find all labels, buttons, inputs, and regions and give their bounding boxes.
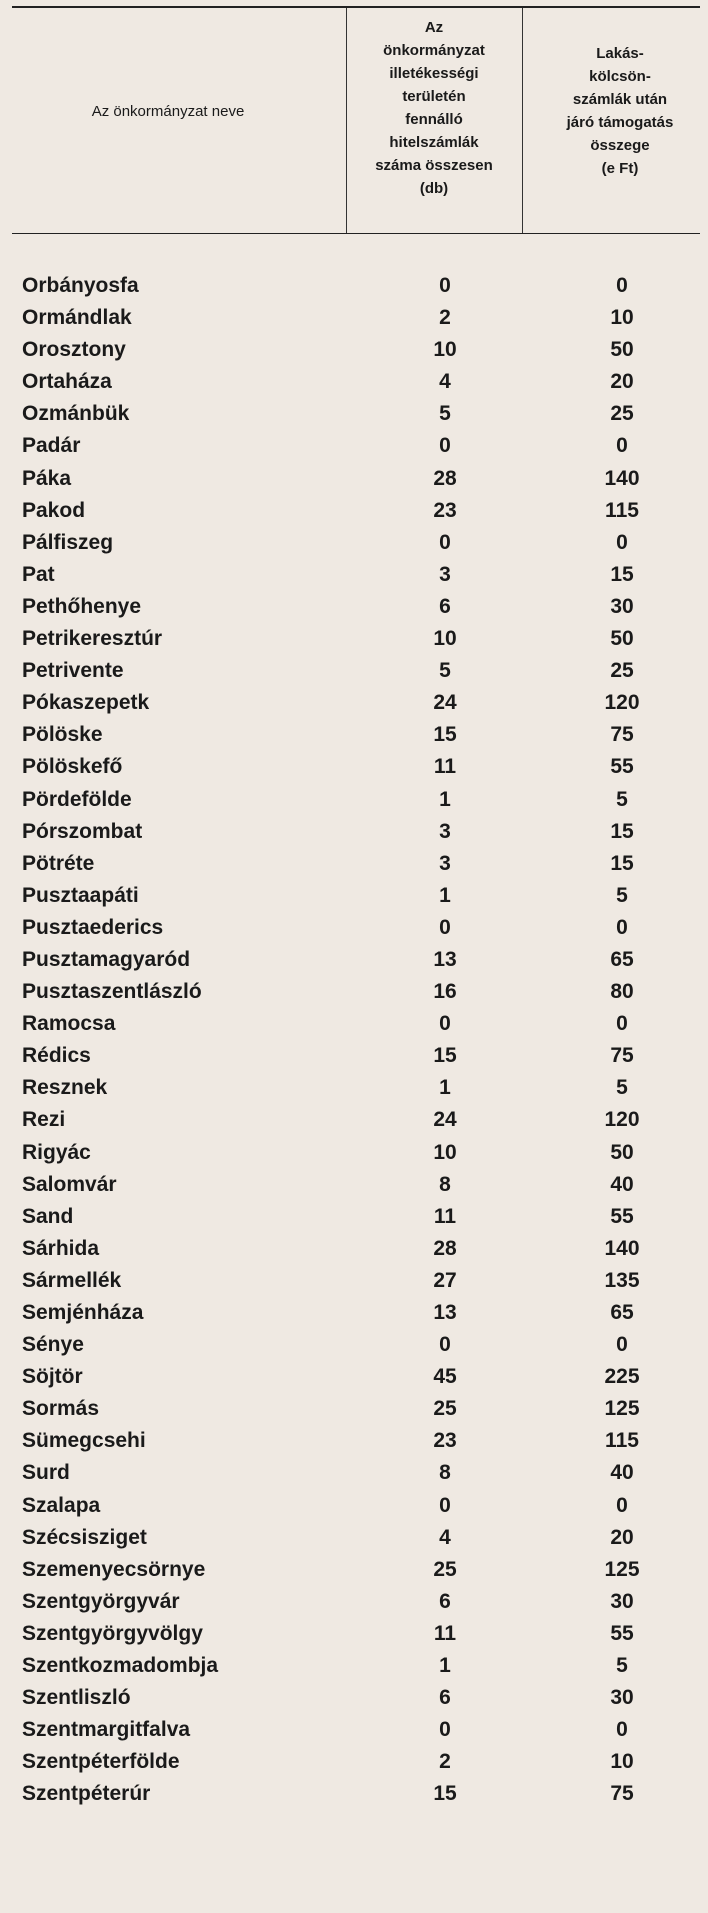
table-row — [0, 1650, 708, 1682]
table-row — [0, 848, 708, 880]
table-row — [0, 1778, 708, 1810]
support-amount: 30 — [610, 594, 634, 618]
municipality-name: Pusztaapáti — [22, 883, 139, 907]
account-count: 10 — [433, 338, 457, 362]
municipality-name: Pölöskefő — [22, 755, 123, 779]
municipality-name: Rédics — [22, 1044, 91, 1068]
municipality-name: Szentliszló — [22, 1686, 131, 1710]
municipality-name: Semjénháza — [22, 1301, 144, 1324]
municipality-name: Orosztony — [22, 338, 126, 362]
header-rule — [12, 233, 700, 234]
column-divider — [346, 8, 347, 233]
table-row — [0, 944, 708, 976]
municipality-name: Szentgyörgyvár — [22, 1589, 180, 1613]
account-count: 0 — [439, 1718, 451, 1742]
municipality-name: Pethőhenye — [22, 594, 142, 618]
table-row — [0, 751, 708, 783]
municipality-name: Padár — [22, 434, 81, 458]
table-row — [0, 1393, 708, 1425]
municipality-name: Rezi — [22, 1108, 66, 1132]
table-row — [0, 1201, 708, 1233]
municipality-name: Szécsisziget — [22, 1525, 147, 1549]
table-row — [0, 880, 708, 912]
account-count: 24 — [433, 1108, 457, 1132]
support-amount: 30 — [610, 1686, 634, 1710]
support-amount: 15 — [610, 851, 634, 875]
header-municipality-name: Az önkormányzat neve — [91, 103, 245, 120]
table-row — [0, 1008, 708, 1040]
header-line: számlák után — [572, 91, 668, 108]
table-row — [0, 1746, 708, 1778]
support-amount: 55 — [610, 1621, 634, 1645]
municipality-name: Rigyác — [22, 1140, 91, 1164]
support-amount: 30 — [610, 1589, 634, 1613]
table-row — [0, 1490, 708, 1522]
municipality-name: Pötréte — [22, 851, 95, 875]
account-count: 8 — [439, 1461, 451, 1485]
table-row — [0, 302, 708, 334]
table-row — [0, 495, 708, 527]
municipality-name: Pusztaederics — [22, 915, 164, 939]
table-row — [0, 1233, 708, 1265]
header-line: fennálló — [405, 111, 463, 128]
table-row — [0, 976, 708, 1008]
municipality-name: Pat — [22, 562, 55, 586]
table-row — [0, 591, 708, 623]
account-count: 27 — [433, 1268, 457, 1292]
account-count: 0 — [439, 530, 451, 554]
table-row — [0, 1265, 708, 1297]
support-amount: 40 — [610, 1461, 634, 1485]
account-count: 25 — [433, 1397, 457, 1421]
table-row — [0, 687, 708, 719]
municipality-name: Surd — [22, 1461, 70, 1485]
account-count: 0 — [439, 434, 451, 458]
account-count: 0 — [439, 1333, 451, 1357]
table-row — [0, 527, 708, 559]
account-count: 15 — [433, 1782, 457, 1806]
table-row — [0, 1297, 708, 1329]
header-line: hitelszámlák — [389, 134, 479, 151]
support-amount: 5 — [616, 1654, 628, 1678]
municipality-name: Söjtör — [22, 1365, 83, 1389]
header-line: járó támogatás — [566, 114, 674, 131]
account-count: 4 — [439, 1525, 451, 1549]
support-amount: 140 — [604, 1236, 640, 1260]
table-row — [0, 1072, 708, 1104]
header-line: (e Ft) — [601, 160, 639, 177]
account-count: 11 — [433, 1204, 457, 1228]
support-amount: 65 — [610, 1301, 634, 1324]
support-amount: 120 — [604, 691, 640, 715]
support-amount: 80 — [610, 980, 634, 1004]
support-amount: 25 — [610, 659, 634, 683]
municipality-name: Salomvár — [22, 1172, 117, 1196]
municipality-name: Pördefölde — [22, 787, 132, 811]
support-amount: 50 — [610, 338, 634, 362]
account-count: 25 — [433, 1557, 457, 1581]
support-amount: 0 — [616, 1718, 628, 1742]
table-body — [0, 270, 708, 1811]
support-amount: 50 — [610, 1140, 634, 1164]
account-count: 28 — [433, 1236, 457, 1260]
municipality-name: Resznek — [22, 1076, 108, 1100]
table-row — [0, 1137, 708, 1169]
account-count: 45 — [433, 1365, 457, 1389]
support-amount: 120 — [604, 1108, 640, 1132]
support-amount: 0 — [616, 915, 628, 939]
table-row — [0, 1169, 708, 1201]
support-amount: 5 — [616, 883, 628, 907]
table-row — [0, 430, 708, 462]
support-amount: 0 — [616, 1012, 628, 1036]
municipality-name: Sormás — [22, 1397, 100, 1421]
support-amount: 225 — [604, 1365, 640, 1389]
account-count: 0 — [439, 274, 451, 297]
table-row — [0, 816, 708, 848]
municipality-name: Pölöske — [22, 723, 103, 747]
table-row — [0, 559, 708, 591]
table-row — [0, 1040, 708, 1072]
account-count: 24 — [433, 691, 457, 715]
header-line: Lakás- — [596, 45, 644, 62]
table-row — [0, 623, 708, 655]
account-count: 10 — [433, 627, 457, 651]
account-count: 0 — [439, 1012, 451, 1036]
table-row — [0, 655, 708, 687]
support-amount: 75 — [610, 1782, 634, 1806]
table-row — [0, 1329, 708, 1361]
header-line: önkormányzat — [383, 42, 485, 59]
account-count: 28 — [433, 466, 457, 490]
account-count: 13 — [433, 947, 457, 971]
support-amount: 5 — [616, 787, 628, 811]
account-count: 6 — [439, 1686, 451, 1710]
account-count: 23 — [433, 498, 457, 522]
municipality-name: Páka — [22, 466, 72, 490]
municipality-name: Szentmargitfalva — [22, 1718, 191, 1742]
table-row — [0, 398, 708, 430]
support-amount: 15 — [610, 819, 634, 843]
support-amount: 55 — [610, 755, 634, 779]
municipality-name: Pókaszepetk — [22, 691, 150, 715]
municipality-name: Sármellék — [22, 1268, 122, 1292]
municipality-name: Pórszombat — [22, 819, 143, 843]
account-count: 2 — [439, 1750, 451, 1774]
table-row — [0, 784, 708, 816]
header-line: (db) — [419, 180, 449, 197]
header-line: kölcsön- — [589, 68, 651, 85]
municipality-name: Pálfiszeg — [22, 530, 114, 554]
account-count: 11 — [433, 1621, 457, 1645]
support-amount: 55 — [610, 1204, 634, 1228]
municipality-name: Szentpéterúr — [22, 1782, 151, 1806]
table-row — [0, 334, 708, 366]
account-count: 8 — [439, 1172, 451, 1196]
account-count: 6 — [439, 594, 451, 618]
header-account-count — [365, 16, 503, 200]
header-line: összege — [590, 137, 650, 154]
support-amount: 140 — [604, 466, 640, 490]
account-count: 15 — [433, 723, 457, 747]
support-amount: 65 — [610, 947, 634, 971]
account-count: 2 — [439, 306, 451, 330]
account-count: 23 — [433, 1429, 457, 1453]
municipality-name: Ortaháza — [22, 370, 112, 394]
municipality-name: Sénye — [22, 1333, 84, 1357]
header-line: Az — [424, 19, 444, 36]
support-amount: 25 — [610, 402, 634, 426]
table-row — [0, 1586, 708, 1618]
support-amount: 15 — [610, 562, 634, 586]
account-count: 16 — [433, 980, 457, 1004]
municipality-name: Ozmánbük — [22, 402, 130, 426]
support-amount: 20 — [610, 370, 634, 394]
municipality-name: Szalapa — [22, 1493, 101, 1517]
municipality-name: Pusztaszentlászló — [22, 980, 202, 1004]
municipality-name: Pakod — [22, 498, 86, 522]
table-row — [0, 463, 708, 495]
support-amount: 5 — [616, 1076, 628, 1100]
table-row — [0, 1104, 708, 1136]
municipality-name: Petrikeresztúr — [22, 627, 163, 651]
column-divider — [522, 8, 523, 233]
account-count: 15 — [433, 1044, 457, 1068]
support-amount: 115 — [605, 498, 639, 522]
support-amount: 125 — [604, 1557, 640, 1581]
top-rule — [12, 6, 700, 8]
support-amount: 0 — [616, 434, 628, 458]
support-amount: 75 — [610, 1044, 634, 1068]
account-count: 0 — [439, 915, 451, 939]
table-row — [0, 1425, 708, 1457]
table-row — [0, 1554, 708, 1586]
municipality-name: Ormándlak — [22, 306, 132, 330]
support-amount: 10 — [610, 306, 634, 330]
support-amount: 125 — [604, 1397, 640, 1421]
account-count: 10 — [433, 1140, 457, 1164]
account-count: 6 — [439, 1589, 451, 1613]
table-row — [0, 1618, 708, 1650]
table-row — [0, 1361, 708, 1393]
account-count: 3 — [439, 851, 451, 875]
account-count: 3 — [439, 819, 451, 843]
support-amount: 115 — [605, 1429, 639, 1453]
support-amount: 0 — [616, 274, 628, 297]
header-line: illetékességi — [389, 65, 479, 82]
support-amount: 135 — [604, 1268, 640, 1292]
account-count: 3 — [439, 562, 451, 586]
municipality-name: Szentgyörgyvölgy — [22, 1621, 203, 1645]
table-row — [0, 1457, 708, 1489]
account-count: 13 — [433, 1301, 457, 1324]
table-row — [0, 366, 708, 398]
municipality-name: Szemenyecsörnye — [22, 1557, 206, 1581]
support-amount: 0 — [616, 1333, 628, 1357]
account-count: 1 — [439, 787, 451, 811]
municipality-name: Szentpéterfölde — [22, 1750, 180, 1774]
account-count: 5 — [439, 402, 451, 426]
table-row — [0, 719, 708, 751]
municipality-name: Ramocsa — [22, 1012, 116, 1036]
header-support-amount — [545, 42, 695, 180]
table-row — [0, 1682, 708, 1714]
support-amount: 0 — [616, 1493, 628, 1517]
municipality-name: Orbányosfa — [22, 274, 139, 297]
account-count: 5 — [439, 659, 451, 683]
account-count: 4 — [439, 370, 451, 394]
header-line: száma összesen — [375, 157, 493, 174]
support-amount: 50 — [610, 627, 634, 651]
municipality-name: Pusztamagyaród — [22, 947, 191, 971]
account-count: 11 — [433, 755, 457, 779]
table-row — [0, 270, 708, 302]
support-amount: 75 — [610, 723, 634, 747]
account-count: 1 — [439, 1654, 451, 1678]
support-amount: 0 — [616, 530, 628, 554]
municipality-name: Sand — [22, 1204, 74, 1228]
municipality-name: Szentkozmadombja — [22, 1654, 219, 1678]
municipality-name: Sárhida — [22, 1236, 100, 1260]
table-row — [0, 912, 708, 944]
support-amount: 10 — [610, 1750, 634, 1774]
header-line: területén — [402, 88, 466, 105]
table-row — [0, 1714, 708, 1746]
municipality-name: Petrivente — [22, 659, 124, 683]
account-count: 1 — [439, 883, 451, 907]
account-count: 1 — [439, 1076, 451, 1100]
support-amount: 20 — [610, 1525, 634, 1549]
table-row — [0, 1522, 708, 1554]
account-count: 0 — [439, 1493, 451, 1517]
support-amount: 40 — [610, 1172, 634, 1196]
municipality-name: Sümegcsehi — [22, 1429, 146, 1453]
